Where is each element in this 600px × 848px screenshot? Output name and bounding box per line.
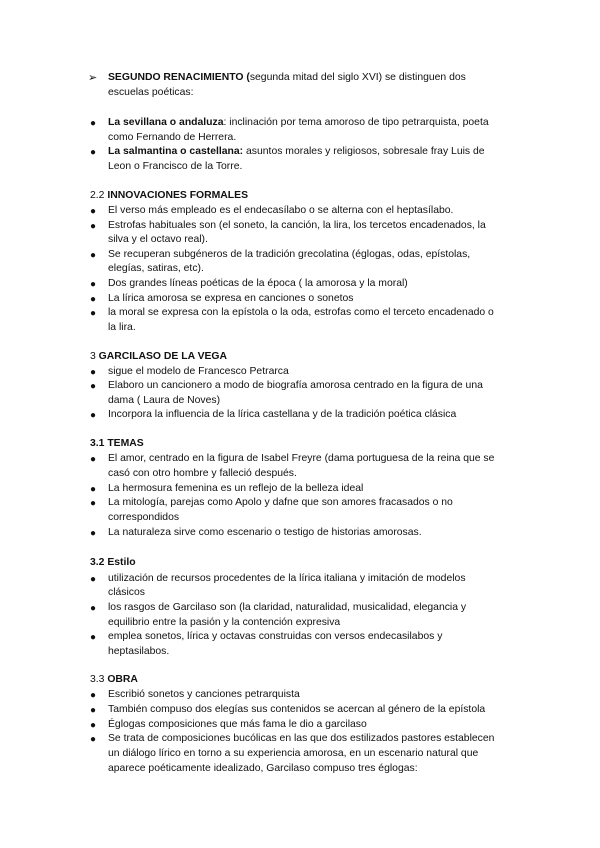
bullet-icon: ● <box>90 221 97 232</box>
bullet-icon: ● <box>90 147 97 158</box>
list-item-cont: la lira. <box>108 322 136 333</box>
list-item: La lírica amorosa se expresa en canciones o sonetos <box>108 293 354 304</box>
escuela-salmantina: La salmantina o castellana: asuntos morales y religiosos, sobresale fray Luis de <box>108 146 485 157</box>
list-item: Dos grandes líneas poéticas de la época ( la amorosa y la moral) <box>108 278 408 289</box>
list-item-cont: dama ( Laura de Noves) <box>108 395 221 406</box>
arrow-bullet-icon: ➢ <box>88 72 98 84</box>
bullet-icon: ● <box>90 279 97 290</box>
intro-line-2: escuelas poéticas: <box>108 87 194 98</box>
bullet-icon: ● <box>90 734 97 745</box>
list-item: Églogas composiciones que más fama le dio a garcilaso <box>108 719 367 730</box>
list-item: También compuso dos elegías sus contenidos se acercan al género de la epístola <box>108 704 486 715</box>
list-item: Incorpora la influencia de la lírica castellana y de la tradición poética clásica <box>108 409 457 420</box>
section-heading-3-3: 3.3 OBRA <box>90 674 138 685</box>
bullet-icon: ● <box>90 705 97 716</box>
list-item: La hermosura femenina es un reflejo de la belleza ideal <box>108 483 364 494</box>
section-heading-3-2: 3.2 Estilo <box>90 557 136 568</box>
section-heading-2-2: 2.2 INNOVACIONES FORMALES <box>90 190 249 201</box>
bullet-icon: ● <box>90 206 97 217</box>
list-item: Se recuperan subgéneros de la tradición grecolatina (églogas, odas, epístolas, <box>108 249 471 260</box>
bullet-icon: ● <box>90 484 97 495</box>
escuela-salmantina-cont: Leon o Francisco de la Torre. <box>108 161 243 172</box>
bullet-icon: ● <box>90 118 97 129</box>
bullet-icon: ● <box>90 528 97 539</box>
bullet-icon: ● <box>90 603 97 614</box>
escuela-sevillana: La sevillana o andaluza: inclinación por tema amoroso de tipo petrarquista, poeta <box>108 117 489 128</box>
list-item: utilización de recursos procedentes de la lírica italiana y imitación de modelos <box>108 573 466 584</box>
bullet-icon: ● <box>90 574 97 585</box>
list-item: Escribió sonetos y canciones petrarquista <box>108 689 300 700</box>
list-item: La naturaleza sirve como escenario o testigo de historias amorosas. <box>108 527 422 538</box>
list-item: Se trata de composiciones bucólicas en las que dos estilizados pastores establecen <box>108 733 495 744</box>
bullet-icon: ● <box>90 720 97 731</box>
list-item: El verso más empleado es el endecasílabo o se alterna con el heptasílabo. <box>108 205 454 216</box>
escuela-sevillana-cont: como Fernando de Herrera. <box>108 132 237 143</box>
list-item-cont: clásicos <box>108 587 145 598</box>
section-heading-3: 3 GARCILASO DE LA VEGA <box>90 351 228 362</box>
bullet-icon: ● <box>90 454 97 465</box>
bullet-icon: ● <box>90 367 97 378</box>
bullet-icon: ● <box>90 250 97 261</box>
list-item: El amor, centrado en la figura de Isabel Freyre (dama portuguesa de la reina que se <box>108 453 495 464</box>
list-item-cont: silva y el octavo real). <box>108 234 208 245</box>
list-item: Elaboro un cancionero a modo de biografía amorosa centrado en la figura de una <box>108 380 483 391</box>
list-item-cont: equilibrio entre la pasión y la contención expresiva <box>108 617 341 628</box>
list-item-cont: aparece poéticamente idealizado, Garcilaso compuso tres églogas: <box>108 763 418 774</box>
bullet-icon: ● <box>90 308 97 319</box>
list-item-cont: casó con otro hombre y falleció después. <box>108 468 297 479</box>
bullet-icon: ● <box>90 632 97 643</box>
bullet-icon: ● <box>90 410 97 421</box>
list-item: Estrofas habituales son (el soneto, la canción, la lira, los tercetos encadenados, la <box>108 220 486 231</box>
list-item: emplea sonetos, lírica y octavas construidas con versos endecasilabos y <box>108 631 443 642</box>
list-item-cont: un diálogo lírico en torno a su experiencia amorosa, en un escenario natural que <box>108 748 479 759</box>
bullet-icon: ● <box>90 498 97 509</box>
intro-line-1: SEGUNDO RENACIMIENTO (segunda mitad del siglo XVI) se distinguen dos <box>108 72 466 83</box>
list-item-cont: elegías, satiras, etc). <box>108 263 204 274</box>
bullet-icon: ● <box>90 381 97 392</box>
list-item-cont: correspondidos <box>108 512 180 523</box>
bullet-icon: ● <box>90 690 97 701</box>
list-item: la moral se expresa con la epístola o la oda, estrofas como el terceto encadenado o <box>108 307 494 318</box>
list-item-cont: heptasilabos. <box>108 646 170 657</box>
list-item: sigue el modelo de Francesco Petrarca <box>108 366 289 377</box>
list-item: los rasgos de Garcilaso son (la claridad, naturalidad, musicalidad, elegancia y <box>108 602 467 613</box>
list-item: La mitología, parejas como Apolo y dafne que son amores fracasados o no <box>108 497 453 508</box>
section-heading-3-1: 3.1 TEMAS <box>90 438 144 449</box>
bullet-icon: ● <box>90 294 97 305</box>
